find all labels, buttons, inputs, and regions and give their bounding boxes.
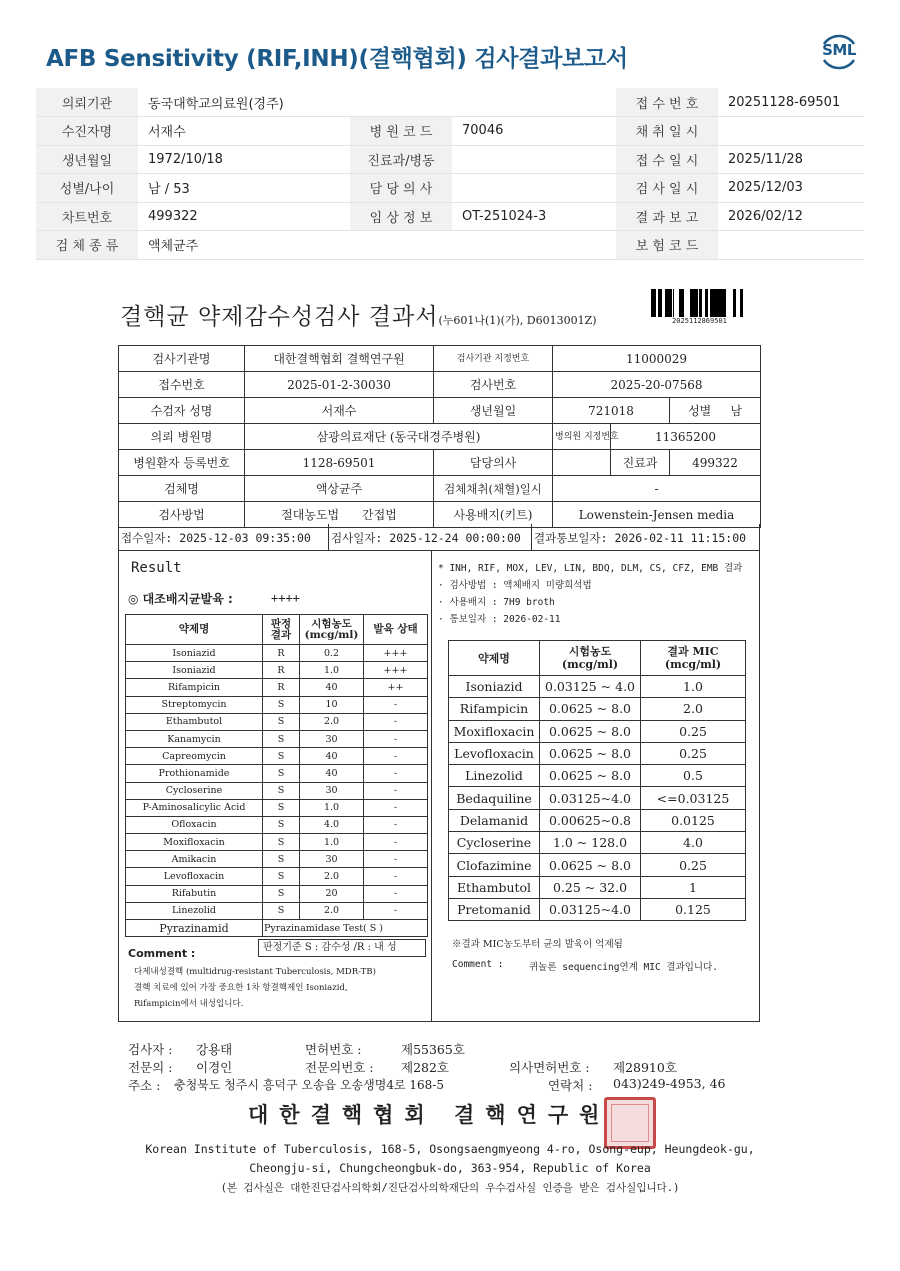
comment-label: Comment : <box>128 947 196 960</box>
column-header: 약제명 <box>126 615 263 645</box>
barcode-bar <box>665 289 667 317</box>
table-cell: S <box>263 713 300 730</box>
barcode-number: 2025112869501 <box>672 317 727 325</box>
test-date: 검사일자: 2025-12-24 00:00:00 <box>331 531 521 545</box>
comment-line: 결핵 치료에 있어 가장 중요한 1차 항결핵제인 Isoniazid, <box>134 983 348 993</box>
control-value: ++++ <box>271 591 300 605</box>
barcode-bar <box>722 289 724 317</box>
info-row <box>36 174 864 203</box>
table-cell: Isoniazid <box>126 645 263 662</box>
table-cell: 2.0 <box>300 868 364 885</box>
info-label: 생년월일 <box>36 145 138 174</box>
column-header: 판정 결과 <box>263 615 300 645</box>
table-cell: Rifabutin <box>126 885 263 902</box>
specialist-label: 전문의 : <box>128 1060 173 1075</box>
info-value: 70046 <box>452 117 616 146</box>
info-label: 병 원 코 드 <box>350 117 452 146</box>
info-value: 499322 <box>138 202 350 231</box>
test-no-label: 검사번호 <box>434 372 553 398</box>
table-cell: Ethambutol <box>449 876 540 898</box>
table-cell: +++ <box>364 645 428 662</box>
barcode-bar <box>651 289 653 317</box>
table-cell: <=0.03125 <box>641 787 746 809</box>
note-line: * INH, RIF, MOX, LEV, LIN, BDQ, DLM, CS, CFZ, EMB 결과 <box>438 563 743 574</box>
name-label: 수검자 성명 <box>119 398 245 424</box>
hospital-label: 의뢰 병원명 <box>119 424 245 450</box>
table-cell: 2.0 <box>300 902 364 919</box>
address-label: 주소 : <box>128 1078 161 1093</box>
table-cell: 0.25 ~ 32.0 <box>540 876 641 898</box>
accept-date: 접수일자: 2025-12-03 09:35:00 <box>121 531 311 545</box>
table-cell: Kanamycin <box>126 730 263 747</box>
table-row <box>126 834 428 851</box>
medium-label: 사용배지(키트) <box>434 502 553 528</box>
table-cell: Delamanid <box>449 809 540 831</box>
criteria-box: 판정기준 S : 감수성 /R : 내 성 <box>258 939 426 957</box>
table-cell: - <box>364 868 428 885</box>
table-row <box>126 645 428 662</box>
report-info-table <box>118 345 761 528</box>
mic-table <box>448 640 746 921</box>
doctor-label: 담당의사 <box>434 450 553 476</box>
table-row <box>449 832 746 854</box>
info-row <box>36 145 864 174</box>
table-cell: Prothionamide <box>126 765 263 782</box>
info-value: OT-251024-3 <box>452 202 616 231</box>
table-cell: Streptomycin <box>126 696 263 713</box>
table-row <box>449 898 746 920</box>
table-cell: 30 <box>300 782 364 799</box>
accept-no-label: 접수번호 <box>119 372 245 398</box>
table-row <box>126 799 428 816</box>
barcode-bar <box>712 289 715 317</box>
table-cell: +++ <box>364 662 428 679</box>
specimen-label: 검체명 <box>119 476 245 502</box>
table-cell: S <box>263 696 300 713</box>
result-divider <box>431 550 432 1022</box>
table-cell: 30 <box>300 851 364 868</box>
table-cell: 2.0 <box>300 713 364 730</box>
table-cell: 0.2 <box>300 645 364 662</box>
info-value: 2025/11/28 <box>718 145 864 174</box>
table-row <box>449 742 746 764</box>
patient-info-table <box>36 88 864 260</box>
report-title-code: (누601나(1)(가), D6013001Z) <box>438 314 597 327</box>
table-cell: - <box>364 782 428 799</box>
info-label: 임 상 정 보 <box>350 202 452 231</box>
report-title <box>120 298 597 331</box>
hospital-value: 삼광의료재단 (동국대경주병원) <box>245 424 553 450</box>
table-cell: 40 <box>300 679 364 696</box>
table-cell: ++ <box>364 679 428 696</box>
table-cell: 0.0625 ~ 8.0 <box>540 765 641 787</box>
control-label: ◎ 대조배지균발육 : <box>128 592 233 606</box>
doctor-license-value: 제28910호 <box>613 1060 677 1075</box>
table-cell: 1 <box>641 876 746 898</box>
table-cell: 4.0 <box>641 832 746 854</box>
info-value: 액체균주 <box>138 231 350 260</box>
report-title-text: 결핵균 약제감수성검사 결과서 <box>120 304 439 330</box>
barcode-bar <box>653 289 655 317</box>
comment-line: 다제내성결핵 (multidrug-resistant Tuberculosis, MDR-TB) <box>134 967 376 977</box>
table-cell: 10 <box>300 696 364 713</box>
table-cell: Cycloserine <box>126 782 263 799</box>
table-cell: 1.0 <box>641 676 746 698</box>
info-value: 2025/12/03 <box>718 174 864 203</box>
barcode-bar <box>658 289 661 317</box>
tester-label: 검사자 : <box>128 1042 173 1057</box>
table-row <box>126 730 428 747</box>
table-cell: 0.0125 <box>641 809 746 831</box>
info-value <box>452 145 616 174</box>
table-cell: 1.0 <box>300 662 364 679</box>
absolute-concentration-table <box>125 614 428 937</box>
contact-label: 연락처 : <box>548 1078 593 1093</box>
barcode-bar <box>655 289 656 317</box>
table-row <box>126 885 428 902</box>
table-cell: R <box>263 679 300 696</box>
column-header: 결과 MIC (mcg/ml) <box>641 641 746 676</box>
certification-note: (본 검사실은 대한진단검사의학회/진단검사의학재단의 우수검사실 인증을 받은 검사실입니다.) <box>220 1182 680 1194</box>
table-row <box>126 816 428 833</box>
table-cell: 1.0 ~ 128.0 <box>540 832 641 854</box>
info-value <box>718 231 864 260</box>
barcode-bar <box>715 289 718 317</box>
info-label: 검 체 종 류 <box>36 231 138 260</box>
barcode-bar <box>724 289 726 317</box>
pza-name: Pyrazinamid <box>126 920 263 937</box>
barcode-bar <box>705 289 708 317</box>
table-cell: 0.25 <box>641 854 746 876</box>
table-row <box>126 662 428 679</box>
table-cell: 40 <box>300 765 364 782</box>
table-cell: S <box>263 902 300 919</box>
info-label: 결 과 보 고 <box>616 202 718 231</box>
barcode-bar <box>710 289 712 317</box>
info-value: 20251128-69501 <box>718 88 864 117</box>
pyrazinamid-row <box>126 920 428 937</box>
table-row <box>449 676 746 698</box>
sml-logo <box>818 30 860 74</box>
table-cell: 0.0625 ~ 8.0 <box>540 854 641 876</box>
collect-value: - <box>553 476 761 502</box>
info-value <box>452 231 616 260</box>
table-cell: Clofazimine <box>449 854 540 876</box>
info-label: 접 수 일 시 <box>616 145 718 174</box>
table-row <box>126 679 428 696</box>
table-row <box>126 765 428 782</box>
contact-value: 043)249-4953, 46 <box>613 1076 726 1091</box>
info-value: 1972/10/18 <box>138 145 350 174</box>
table-cell: 40 <box>300 748 364 765</box>
name-value: 서재수 <box>245 398 434 424</box>
info-value: 서재수 <box>138 117 350 146</box>
lab-label: 검사기관명 <box>119 346 245 372</box>
info-label: 수진자명 <box>36 117 138 146</box>
table-cell: 0.0625 ~ 8.0 <box>540 742 641 764</box>
table-cell: Moxifloxacin <box>126 834 263 851</box>
barcode-bar <box>692 289 695 317</box>
info-row <box>36 202 864 231</box>
table-cell: 0.03125~4.0 <box>540 898 641 920</box>
table-cell: - <box>364 730 428 747</box>
table-cell: Ethambutol <box>126 713 263 730</box>
info-label: 차트번호 <box>36 202 138 231</box>
patient-reg-value: 1128-69501 <box>245 450 434 476</box>
table-row <box>126 868 428 885</box>
birth-label: 생년월일 <box>434 398 553 424</box>
hosp-no-label: 병의원 지정번호 <box>553 424 611 450</box>
info-label: 검 사 일 시 <box>616 174 718 203</box>
table-cell: Moxifloxacin <box>449 720 540 742</box>
table-cell: Rifampicin <box>126 679 263 696</box>
table-cell: S <box>263 851 300 868</box>
info-label: 보 험 코 드 <box>616 231 718 260</box>
table-cell: Levofloxacin <box>126 868 263 885</box>
table-row <box>449 854 746 876</box>
table-row <box>126 782 428 799</box>
table-cell: 0.0625 ~ 8.0 <box>540 720 641 742</box>
seal-inner <box>611 1104 649 1142</box>
table-cell: - <box>364 816 428 833</box>
info-row <box>36 117 864 146</box>
collect-label: 검체채취(채혈)일시 <box>434 476 553 502</box>
table-row <box>449 787 746 809</box>
info-label: 접 수 번 호 <box>616 88 718 117</box>
page-title: AFB Sensitivity (RIF,INH)(결핵협회) 검사결과보고서 <box>46 46 628 72</box>
table-cell: 0.25 <box>641 742 746 764</box>
table-cell: S <box>263 730 300 747</box>
table-cell: S <box>263 765 300 782</box>
dept-label: 진료과 <box>611 450 670 476</box>
english-address-2: Cheongju-si, Chungcheongbuk-do, 363-954, Republic of Korea <box>249 1161 651 1175</box>
note-line: · 사용배지 : 7H9 broth <box>438 597 555 608</box>
medium-value: Lowenstein-Jensen media <box>553 502 761 528</box>
sex-label: 성별 <box>688 404 712 418</box>
tester-value: 강용태 <box>196 1042 233 1057</box>
table-cell: Isoniazid <box>449 676 540 698</box>
table-row <box>126 696 428 713</box>
table-cell: - <box>364 885 428 902</box>
table-cell: 30 <box>300 730 364 747</box>
comment-line: Rifampicin에서 내성입니다. <box>134 999 244 1009</box>
table-cell: - <box>364 696 428 713</box>
table-cell: Amikacin <box>126 851 263 868</box>
barcode-bar <box>682 289 684 317</box>
table-row <box>126 902 428 919</box>
table-cell: 20 <box>300 885 364 902</box>
table-cell: S <box>263 816 300 833</box>
table-cell: Levofloxacin <box>449 742 540 764</box>
dates-row <box>118 524 760 551</box>
address-value: 충청북도 청주시 흥덕구 오송읍 오송생명4로 168-5 <box>174 1078 444 1092</box>
english-address-1: Korean Institute of Tuberculosis, 168-5, Osongsaengmyeong 4-ro, Osong-eup, Heungdeok-gu, <box>145 1142 755 1156</box>
sex-value: 남 <box>730 404 742 418</box>
table-cell: P-Aminosalicylic Acid <box>126 799 263 816</box>
divider <box>531 524 532 550</box>
lab-value: 대한결핵협회 결핵연구원 <box>245 346 434 372</box>
table-cell: R <box>263 645 300 662</box>
barcode-bar <box>670 289 672 317</box>
table-cell: Pretomanid <box>449 898 540 920</box>
table-cell: 1.0 <box>300 834 364 851</box>
specialist-value: 이경인 <box>196 1060 233 1075</box>
method-label: 검사방법 <box>119 502 245 528</box>
pza-result: Pyrazinamidase Test( S ) <box>263 920 428 937</box>
barcode-bar <box>690 289 692 317</box>
info-label <box>350 231 452 260</box>
logo-text: SML <box>822 41 856 59</box>
license-label: 면허번호 : <box>305 1042 362 1057</box>
table-cell: S <box>263 868 300 885</box>
table-cell: Isoniazid <box>126 662 263 679</box>
note-line: · 통보일자 : 2026-02-11 <box>438 614 561 625</box>
table-cell: Cycloserine <box>449 832 540 854</box>
table-row <box>126 851 428 868</box>
info-value: 남 / 53 <box>138 174 350 203</box>
table-row <box>126 713 428 730</box>
right-notes <box>438 560 742 628</box>
notify-date: 결과통보일자: 2026-02-11 11:15:00 <box>534 531 747 545</box>
table-cell: 0.5 <box>641 765 746 787</box>
barcode-bar <box>733 289 736 317</box>
right-comment: 퀴놀론 sequencing연계 MIC 결과입니다. <box>529 962 719 973</box>
lab-no-label: 검사기관 지정번호 <box>434 346 553 372</box>
comment-text <box>134 964 376 1012</box>
test-no-value: 2025-20-07568 <box>553 372 761 398</box>
barcode-bar <box>681 289 682 317</box>
barcode-bar <box>718 289 719 317</box>
info-row <box>36 231 864 260</box>
table-cell: 0.0625 ~ 8.0 <box>540 698 641 720</box>
table-row <box>449 765 746 787</box>
table-cell: - <box>364 748 428 765</box>
table-cell: S <box>263 834 300 851</box>
barcode-bar <box>740 289 743 317</box>
barcode-bar <box>673 289 674 317</box>
table-cell: Ofloxacin <box>126 816 263 833</box>
table-cell: Linezolid <box>449 765 540 787</box>
doctor-value <box>553 450 611 476</box>
table-cell: 0.25 <box>641 720 746 742</box>
table-cell: 4.0 <box>300 816 364 833</box>
table-cell: - <box>364 834 428 851</box>
table-cell: S <box>263 799 300 816</box>
table-cell: - <box>364 713 428 730</box>
sex-cell <box>670 398 761 424</box>
license-value: 제55365호 <box>401 1042 465 1057</box>
table-cell: 0.03125 ~ 4.0 <box>540 676 641 698</box>
right-comment-label: Comment : <box>452 959 504 970</box>
table-cell: 0.00625~0.8 <box>540 809 641 831</box>
table-cell: 2.0 <box>641 698 746 720</box>
table-cell: - <box>364 902 428 919</box>
spec-no-value: 제282호 <box>401 1060 450 1075</box>
table-cell: Rifampicin <box>449 698 540 720</box>
barcode-bar <box>719 289 722 317</box>
table-cell: Linezolid <box>126 902 263 919</box>
method-1: 절대농도법 <box>281 508 340 522</box>
divider <box>328 524 329 550</box>
table-cell: R <box>263 662 300 679</box>
barcode-bar <box>661 289 662 317</box>
table-row <box>449 698 746 720</box>
table-cell: - <box>364 765 428 782</box>
accept-no-value: 2025-01-2-30030 <box>245 372 434 398</box>
result-label: Result <box>131 560 182 576</box>
column-header: 발육 상태 <box>364 615 428 645</box>
table-cell: Capreomycin <box>126 748 263 765</box>
info-label: 진료과/병동 <box>350 145 452 174</box>
table-cell: - <box>364 799 428 816</box>
info-value <box>718 117 864 146</box>
info-label: 채 취 일 시 <box>616 117 718 146</box>
info-label: 담 당 의 사 <box>350 174 452 203</box>
hosp-no-value: 11365200 <box>611 424 761 450</box>
barcode-bar <box>699 289 702 317</box>
dept-value: 499322 <box>670 450 761 476</box>
table-cell: S <box>263 885 300 902</box>
info-label <box>350 88 452 117</box>
table-row <box>449 876 746 898</box>
table-cell: 0.125 <box>641 898 746 920</box>
barcode-bar <box>679 289 681 317</box>
table-cell: S <box>263 748 300 765</box>
info-value <box>452 88 616 117</box>
patient-reg-label: 병원환자 등록번호 <box>119 450 245 476</box>
table-cell: S <box>263 782 300 799</box>
info-value: 동국대학교의료원(경주) <box>138 88 350 117</box>
barcode-bar <box>695 289 698 317</box>
institute-name: 대한결핵협회 결핵연구원 <box>248 1102 611 1127</box>
column-header: 시험농도 (mcg/ml) <box>300 615 364 645</box>
mic-note: ※결과 MIC농도부터 균의 발육이 억제됨 <box>452 939 623 950</box>
column-header: 시험농도 (mcg/ml) <box>540 641 641 676</box>
info-value: 2026/02/12 <box>718 202 864 231</box>
table-cell: Bedaquiline <box>449 787 540 809</box>
doctor-license-label: 의사면허번호 : <box>509 1060 590 1075</box>
table-row <box>126 748 428 765</box>
spec-no-label: 전문의번호 : <box>305 1060 374 1075</box>
info-label: 의뢰기관 <box>36 88 138 117</box>
barcode-bar <box>667 289 670 317</box>
birth-value: 721018 <box>553 398 670 424</box>
lab-no-value: 11000029 <box>553 346 761 372</box>
table-cell: 1.0 <box>300 799 364 816</box>
info-row <box>36 88 864 117</box>
info-label: 성별/나이 <box>36 174 138 203</box>
column-header: 약제명 <box>449 641 540 676</box>
info-value <box>452 174 616 203</box>
method-2: 간접법 <box>362 508 397 522</box>
table-row <box>449 720 746 742</box>
note-line: · 검사방법 : 액체배지 미량희석법 <box>438 580 592 591</box>
table-row <box>449 809 746 831</box>
specimen-value: 액상균주 <box>245 476 434 502</box>
table-cell: 0.03125~4.0 <box>540 787 641 809</box>
barcode-image <box>651 289 748 317</box>
table-cell: - <box>364 851 428 868</box>
